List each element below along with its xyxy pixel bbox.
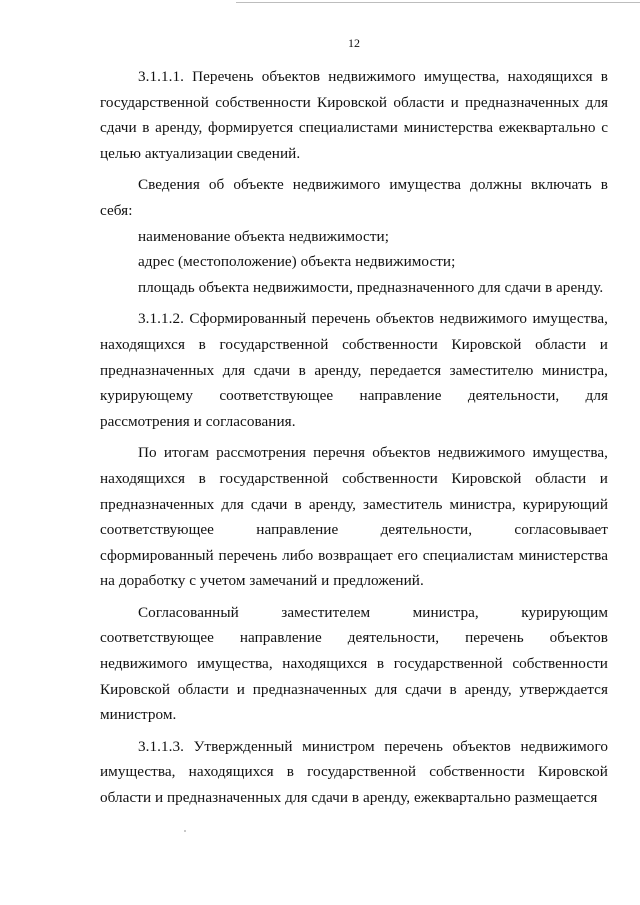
scan-edge-line: [236, 2, 640, 3]
paragraph-approval: Согласованный заместителем министра, курирующим соответствующее направление деятельности, перечень объектов недвижимого имущества, находящихся в государственной собственности Кировской области и предназначенных для сдачи в аренду, утверждается министром.: [100, 603, 608, 724]
list-item-object-address: адрес (местоположение) объекта недвижимости;: [138, 253, 456, 271]
paragraph-3-1-1-3: 3.1.1.3. Утвержденный министром перечень объектов недвижимого имущества, находящихся в государственной собственности Кировской области и предназначенных для сдачи в аренду, ежеквартально размещается: [100, 737, 608, 807]
scan-dot: [184, 830, 186, 832]
paragraph-review-results: По итогам рассмотрения перечня объектов недвижимого имущества, находящихся в государственной собственности Кировской области и предназначенных для сдачи в аренду, заместитель министра, курирующий соответствующее направление деятельности, согласовывает сформированный перечень либо возвращает его специалистам министерства на доработку с учетом замечаний и предложений.: [100, 444, 608, 590]
list-item-object-area: площадь объекта недвижимости, предназначенного для сдачи в аренду.: [138, 278, 604, 296]
paragraph-3-1-1-2: 3.1.1.2. Сформированный перечень объектов недвижимого имущества, находящихся в государственной собственности Кировской области и предназначенных для сдачи в аренду, передается заместителю министра, курирующему соответствующее направление деятельности, для рассмотрения и согласования.: [100, 310, 608, 430]
page-number: 12: [348, 36, 360, 50]
paragraph-information-requirements: Сведения об объекте недвижимого имущества должны включать в себя:: [100, 176, 608, 219]
list-item-object-name: наименование объекта недвижимости;: [138, 227, 389, 245]
paragraph-3-1-1-1: 3.1.1.1. Перечень объектов недвижимого имущества, находящихся в государственной собственности Кировской области и предназначенных для сдачи в аренду, формируется специалистами министерства ежеквартально с целью актуализации сведений.: [100, 68, 608, 162]
document-body: [100, 64, 608, 817]
